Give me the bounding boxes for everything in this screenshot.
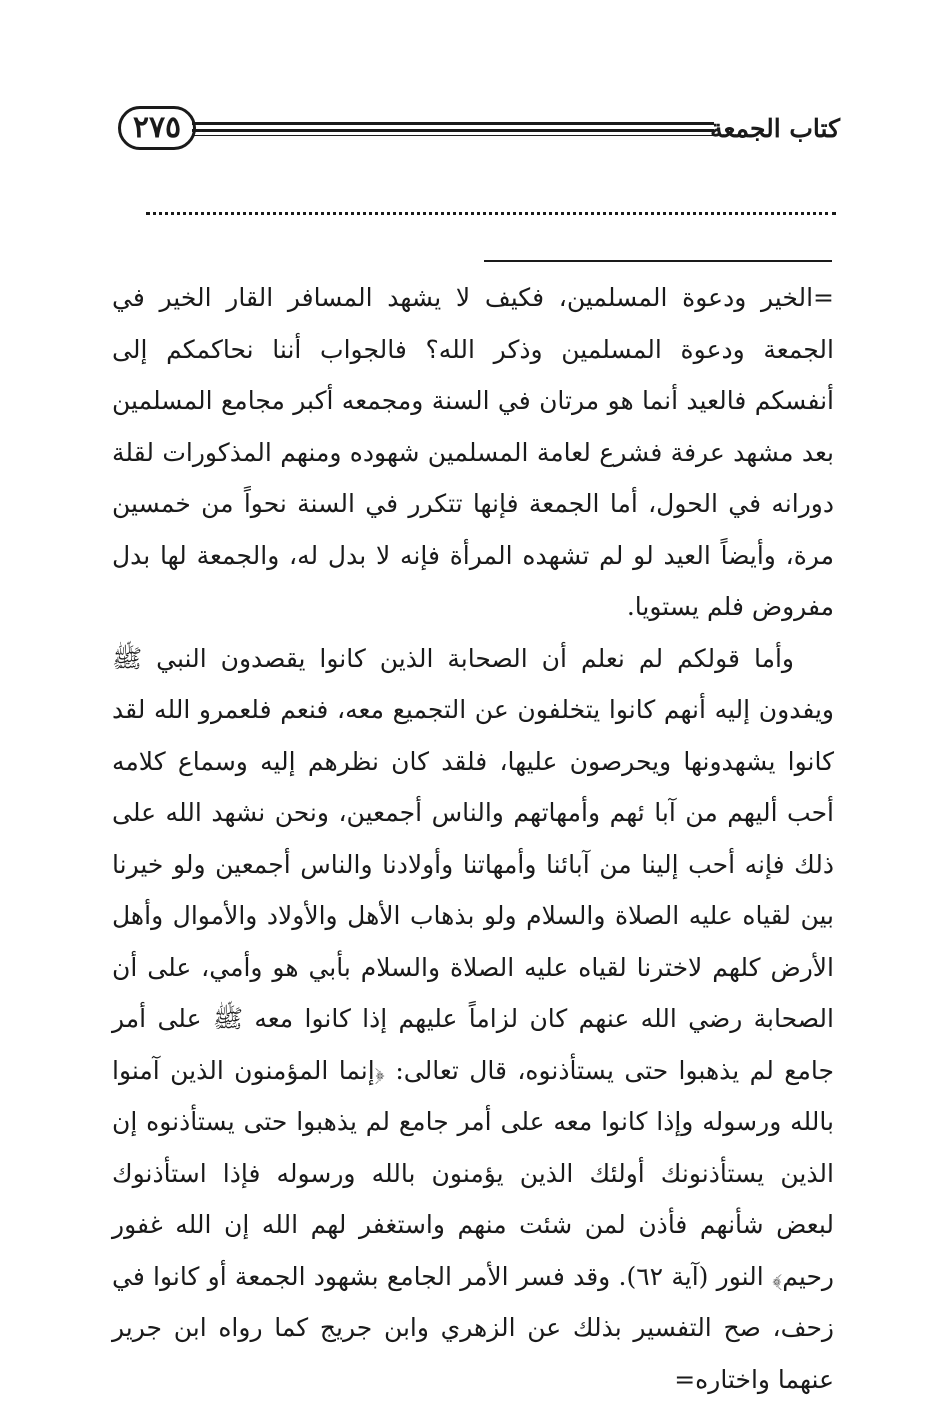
footnote-separator: [484, 260, 832, 262]
header-rule-line: [192, 129, 714, 132]
header-rule-line: [192, 135, 714, 136]
page-number: ٢٧٥: [118, 106, 196, 150]
paragraph: وأما قولكم لم نعلم أن الصحابة الذين كانوا يقصدون النبي ﷺ ويفدون إليه أنهم كانوا يتخلفون عن التجميع معه، فنعم فلعمرو الله لقد كانوا يشهدونها ويحرصون عليها، فلقد كان نظرهم إليه وسماع كلامه أحب أليهم من آبا ئهم وأمهاتهم والناس أجمعين، ونحن نشهد الله على ذلك فإنه أحب إلينا من آبائنا وأمهاتنا وأولادنا والناس أجمعين ولو خيرنا بين لقياه عليه الصلاة والسلام ولو بذهاب الأهل والأولاد والأموال وأهل الأرض كلهم لاخترنا لقياه عليه الصلاة والسلام بأبي هو وأمي، على أن الصحابة رضي الله عنهم كان لزاماً عليهم إذا كانوا معه ﷺ على أمر جامع لم يذهبوا حتى يستأذنوه، قال تعالى: ﴿إنما المؤمنون الذين آمنوا بالله ورسوله وإذا كانوا معه على أمر جامع لم يذهبوا حتى يستأذنوه إن الذين يستأذنونك أولئك الذين يؤمنون بالله ورسوله فإذا استأذنوك لبعض شأنهم فأذن لمن شئت منهم واستغفر لهم الله إن الله غفور رحيم﴾ النور (آية ٦٢). وقد فسر الأمر الجامع بشهود الجمعة أو كانوا في زحف، صح التفسير بذلك عن الزهري وابن جريج كما رواه ابن جرير عنهما واختاره=: [112, 633, 834, 1405]
header-rule-line: [192, 122, 714, 125]
paragraph: =الخير ودعوة المسلمين، فكيف لا يشهد المسافر القار الخير في الجمعة ودعوة المسلمين وذكر الله؟ فالجواب أننا نحاكمكم إلى أنفسكم فالعيد أنما هو مرتان في السنة ومجمعه أكبر مجامع المسلمين بعد مشهد عرفة فشرع لعامة المسلمين شهوده ومنهم المذكورات لقلة دورانه في الحول، أما الجمعة فإنها تتكرر في السنة نحواً من خمسين مرة، وأيضاً العيد لو لم تشهده المرأة فإنه لا بدل له، والجمعة لها بدل مفروض فلم يستويا.: [112, 272, 834, 633]
book-title: كتاب الجمعة: [710, 114, 840, 143]
body-text: [112, 272, 834, 1405]
page-header: [118, 104, 840, 160]
dotted-divider: [146, 212, 836, 215]
header-rule: [192, 122, 714, 136]
